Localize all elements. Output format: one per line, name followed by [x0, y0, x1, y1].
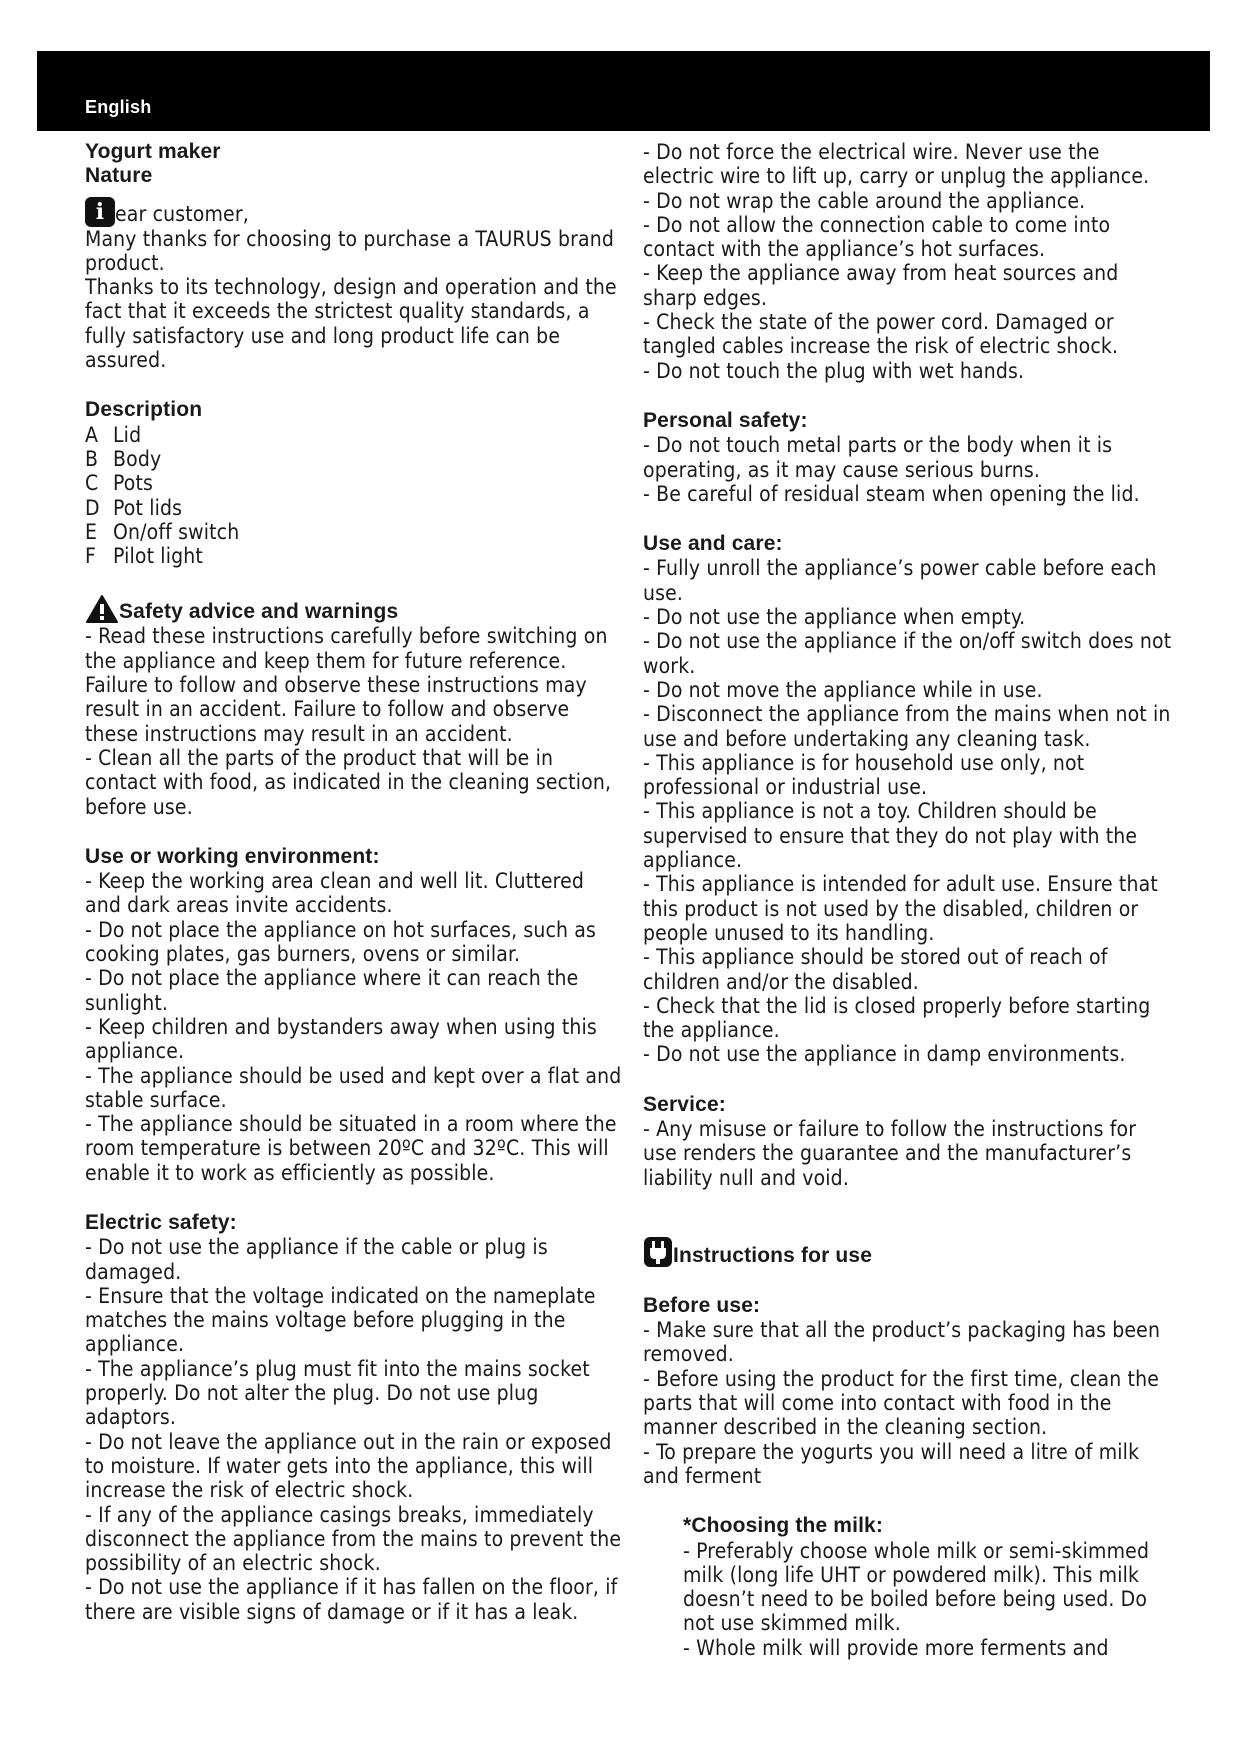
- description-item: C Pots: [85, 471, 154, 496]
- cable-item: - Do not allow the connection cable to come into contact with the appliance’s hot surfaces.: [643, 212, 1111, 262]
- electric-heading: Electric safety:: [85, 1210, 237, 1234]
- description-item: D Pot lids: [85, 495, 183, 520]
- electric-item: - Ensure that the voltage indicated on the nameplate matches the mains voltage before plugging in the appliance.: [85, 1283, 596, 1357]
- care-item: - This appliance is for household use only, not professional or industrial use.: [643, 750, 1085, 800]
- care-item: - This appliance is intended for adult use. Ensure that this product is not used by the disabled, children or people unused to its handling.: [643, 872, 1158, 945]
- instructions-heading: Instructions for use: [673, 1243, 873, 1267]
- care-item: - This appliance is not a toy. Children should be supervised to ensure that they do not play with the appliance.: [643, 799, 1138, 873]
- safety-heading-line: [85, 594, 625, 624]
- personal-item: - Be careful of residual steam when opening the lid.: [643, 481, 1140, 506]
- milk-item: - Preferably choose whole milk or semi-skimmed milk (long life UHT or powdered milk). This milk doesn’t need to be boiled before being used. Do not use skimmed milk.: [683, 1538, 1150, 1636]
- electric-item: - Do not use the appliance if it has fallen on the floor, if there are visible signs of damage or if it has a leak.: [85, 1575, 618, 1624]
- milk-item: - Whole milk will provide more ferments and: [683, 1635, 1109, 1660]
- electric-item: - If any of the appliance casings breaks, immediately disconnect the appliance from the mains to prevent the possibility of an electric shock.: [85, 1502, 622, 1576]
- milk-section: [643, 1514, 1173, 1660]
- description-item: A Lid: [85, 422, 142, 447]
- cable-item: - Do not force the electrical wire. Never use the electric wire to lift up, carry or unplug the appliance.: [643, 140, 1150, 189]
- service-heading: Service:: [643, 1092, 726, 1116]
- product-subtitle: Nature: [85, 164, 153, 188]
- care-item: - This appliance should be stored out of reach of children and/or the disabled.: [643, 945, 1108, 994]
- cable-item: - Keep the appliance away from heat sources and sharp edges.: [643, 261, 1119, 310]
- instructions-heading-line: [643, 1236, 1173, 1268]
- care-item: - Check that the lid is closed properly before starting the appliance.: [643, 993, 1151, 1043]
- description-item: E On/off switch: [85, 519, 240, 544]
- before-use-heading: Before use:: [643, 1293, 761, 1317]
- care-item: - Do not move the appliance while in use.: [643, 677, 1043, 702]
- description-item: F Pilot light: [85, 544, 203, 569]
- environment-item: - The appliance should be used and kept over a flat and stable surface.: [85, 1063, 622, 1112]
- environment-item: - Do not place the appliance on hot surfaces, such as cooking plates, gas burners, ovens or similar.: [85, 917, 597, 967]
- care-item: - Fully unroll the appliance’s power cable before each use.: [643, 556, 1157, 605]
- milk-heading: *Choosing the milk:: [683, 1514, 884, 1538]
- header-bar: [37, 51, 1210, 131]
- care-item: - Do not use the appliance if the on/off switch does not work.: [643, 629, 1172, 678]
- before-use-item: - Before using the product for the first time, clean the parts that will come into contact with food in the manner described in the cleaning section.: [643, 1366, 1159, 1440]
- safety-heading: Safety advice and warnings: [119, 600, 399, 624]
- safety-paragraph-1: - Read these instructions carefully before switching on the appliance and keep them for future reference. Failure to follow and observe these instructions may result in an accident. Failure to follow and observe these instructions may result in an accident.: [85, 624, 608, 746]
- plug-icon: [643, 1236, 673, 1268]
- care-item: - Disconnect the appliance from the mains when not in use and before undertaking any cleaning task.: [643, 702, 1171, 751]
- personal-heading: Personal safety:: [643, 408, 808, 432]
- before-use-item: - To prepare the yogurts you will need a litre of milk and ferment: [643, 1439, 1140, 1488]
- before-use-item: - Make sure that all the product’s packaging has been removed.: [643, 1318, 1161, 1367]
- intro-paragraph-1: Many thanks for choosing to purchase a TAURUS brand product.: [85, 226, 615, 275]
- environment-heading: Use or working environment:: [85, 844, 380, 868]
- warning-icon: [85, 594, 119, 624]
- care-heading: Use and care:: [643, 532, 783, 556]
- electric-item: - The appliance’s plug must fit into the mains socket properly. Do not alter the plug. Do not use plug adaptors.: [85, 1356, 590, 1430]
- electric-item: - Do not leave the appliance out in the rain or exposed to moisture. If water gets into the appliance, this will increase the risk of electric shock.: [85, 1429, 612, 1503]
- environment-item: - Do not place the appliance where it can reach the sunlight.: [85, 966, 579, 1015]
- product-title: Yogurt maker: [85, 140, 221, 163]
- environment-item: - Keep the working area clean and well lit. Cluttered and dark areas invite accidents.: [85, 869, 585, 918]
- left-column: [85, 140, 625, 1624]
- environment-item: - The appliance should be situated in a room where the room temperature is between 20ºC and 32ºC. This will enable it to work as efficiently as possible.: [85, 1112, 617, 1185]
- electric-item: - Do not use the appliance if the cable or plug is damaged.: [85, 1235, 548, 1284]
- greeting-line: [85, 197, 625, 227]
- personal-item: - Do not touch metal parts or the body when it is operating, as it may cause serious burns.: [643, 433, 1113, 482]
- right-column: [643, 140, 1173, 1660]
- info-icon: i: [85, 197, 115, 227]
- service-text: - Any misuse or failure to follow the instructions for use renders the guarantee and the manufacturer’s liability null and void.: [643, 1116, 1137, 1190]
- environment-item: - Keep children and bystanders away when using this appliance.: [85, 1014, 597, 1064]
- cable-item: - Do not touch the plug with wet hands.: [643, 358, 1025, 383]
- intro-paragraph-2: Thanks to its technology, design and operation and the fact that it exceeds the strictest quality standards, a fully satisfactory use and long product life can be assured.: [85, 275, 617, 373]
- care-item: - Do not use the appliance when empty.: [643, 605, 1026, 630]
- description-list: [85, 423, 625, 569]
- greeting-text: ear customer,: [115, 202, 249, 227]
- description-item: B Body: [85, 446, 162, 471]
- cable-item: - Do not wrap the cable around the appliance.: [643, 188, 1086, 213]
- language-label: English: [85, 97, 152, 117]
- safety-paragraph-2: - Clean all the parts of the product that will be in contact with food, as indicated in the cleaning section, before use.: [85, 745, 612, 819]
- cable-item: - Check the state of the power cord. Damaged or tangled cables increase the risk of electric shock.: [643, 310, 1119, 359]
- description-heading: Description: [85, 398, 203, 422]
- care-item: - Do not use the appliance in damp environments.: [643, 1042, 1126, 1067]
